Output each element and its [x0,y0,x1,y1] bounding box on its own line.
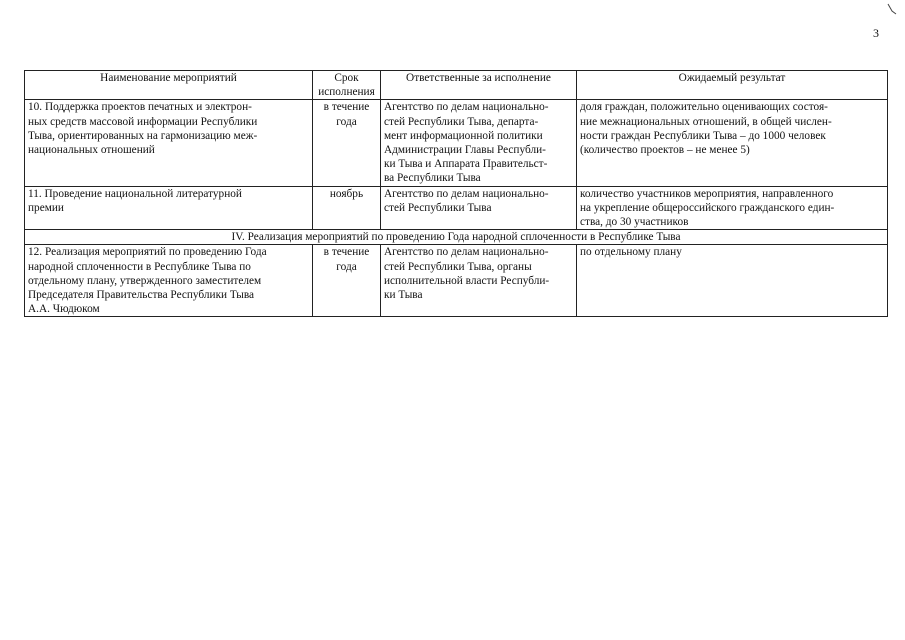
header-event: Наименование мероприятий [25,71,313,100]
cell-term [313,100,381,186]
events-table [24,70,888,317]
header-responsible: Ответственные за исполнение [381,71,577,100]
text-line: 10. Поддержка проектов печатных и электрон- [28,101,252,114]
text-line: мент информационной политики [384,129,543,142]
cell-responsible [381,186,577,230]
table-header-row [25,71,888,100]
page-number: 3 [873,26,879,40]
text-line: 11. Проведение национальной литературной [28,187,242,200]
cell-result [577,245,888,317]
text-line: народной сплоченности в Республике Тыва по [28,260,251,273]
text-line: ства, до 30 участников [580,216,689,229]
text-line: в течение [323,246,370,259]
text-line: ние межнациональных отношений, в общей числен- [580,115,832,128]
text-line: (количество проектов – не менее 5) [580,144,750,157]
text-line: Агентство по делам национально- [384,101,549,114]
text-line: стей Республики Тыва, департа- [384,115,539,128]
section-title: IV. Реализация мероприятий по проведению Года народной сплоченности в Республике Тыва [25,230,888,245]
scan-mark [886,2,898,16]
text-line: на укрепление общероссийского гражданского един- [580,201,835,214]
text-line: ва Республики Тыва [384,172,481,185]
text-line: стей Республики Тыва, органы [384,260,532,273]
text-line: национальных отношений [28,144,155,157]
text-line: 12. Реализация мероприятий по проведению Года [28,246,267,259]
text-line: Администрации Главы Республи- [384,144,546,157]
cell-result [577,186,888,230]
text-line: ки Тыва и Аппарата Правительст- [384,158,548,171]
cell-responsible [381,100,577,186]
text-line: А.А. Чюдюком [28,303,100,316]
text-line: Председателя Правительства Республики Тыва [28,289,255,302]
text-line: Тыва, ориентированных на гармонизацию меж- [28,129,258,142]
header-term-line2: исполнения [318,86,375,99]
cell-term [313,186,381,230]
text-line: исполнительной власти Республи- [384,274,550,287]
text-line: Агентство по делам национально- [384,187,549,200]
text-line: доля граждан, положительно оценивающих состоя- [580,101,828,114]
cell-event [25,186,313,230]
text-line: ноябрь [329,187,364,200]
text-line: ности граждан Республики Тыва – до 1000 человек [580,129,826,142]
text-line: количество участников мероприятия, направленного [580,187,834,200]
cell-term [313,245,381,317]
text-line: по отдельному плану [580,246,682,259]
text-line: ных средств массовой информации Республики [28,115,258,128]
table-row [25,186,888,230]
text-line: года [336,115,357,128]
section-row [25,230,888,245]
cell-result [577,100,888,186]
table-row [25,100,888,186]
header-term-line1: Срок [334,72,359,84]
text-line: в течение [323,101,370,114]
text-line: отдельному плану, утвержденного заместителем [28,274,262,287]
text-line: премии [28,201,64,214]
header-result: Ожидаемый результат [577,71,888,100]
table-row [25,245,888,317]
text-line: стей Республики Тыва [384,201,492,214]
text-line: ки Тыва [384,289,423,302]
header-term [313,71,381,100]
text-line: года [336,260,357,273]
text-line: Агентство по делам национально- [384,246,549,259]
cell-event [25,100,313,186]
cell-event [25,245,313,317]
cell-responsible [381,245,577,317]
